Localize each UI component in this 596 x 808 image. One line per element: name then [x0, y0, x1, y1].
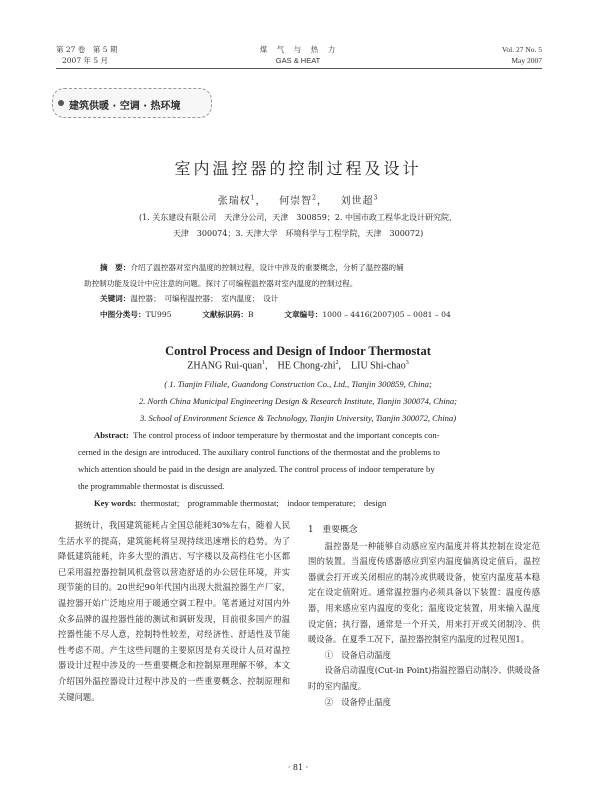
en-author-2: HE Chong-zhi [277, 360, 336, 372]
body-left-column [58, 518, 290, 705]
en-abstract-line3: which attention should be paid in the design are analyzed. The control process of indoor temperature by [78, 464, 435, 474]
header-date: 2007 年 5 月 [62, 56, 109, 65]
cn-doc-code: B [247, 309, 254, 319]
header-volume-en: Vol. 27 No. 5 [501, 45, 542, 54]
cn-abstract-label: 摘 要： [100, 263, 131, 272]
concept-paragraph: 温控器是一种能够自动感应室内温度并将其控制在设定范围的装置。当温度传感器感应到室内温度偏离设定值后，温控器就会打开或关闭相应的制冷或供暖设备，使室内温度基本稳定在设定值附近。通常温控器内必须具备以下装置：温度传感器，用来感应室内温度的变化；温度设定装置，用来输入温度设定值；执行器，通常是一个开关，用来打开或关闭制冷、供暖设备。在夏季工况下，温控器控制室内温度的过程见图1。 [308, 540, 540, 645]
en-keywords-label: Key words: [94, 498, 137, 508]
cn-article-no: 1000 – 4416(2007)05 – 0081 – 04 [322, 309, 451, 319]
page-number: · 81 · [287, 763, 309, 772]
header-rule [56, 68, 542, 69]
cn-abstract [84, 260, 524, 322]
en-abstract [78, 427, 520, 512]
en-authors: ZHANG Rui-quan$^1$, HE Chong-zhi$^2$, LIU Shi-chao$^3$ [187, 360, 409, 372]
cn-keywords-label: 关键词： [100, 294, 131, 303]
body-right-column [308, 523, 540, 710]
cn-author-1: 张瑞权 [217, 196, 251, 207]
en-affiliation-3: 3. School of Environment Science & Technology, Tianjin University, Tianjin 300072, China) [139, 413, 457, 423]
cn-keywords: 温控器； 可编程温控器； 室内温度； 设计 [130, 294, 279, 303]
cut-in-paragraph: 设备启动温度(Cut-in Point)指温控器启动制冷、供暖设备时的室内温度。 [308, 665, 540, 691]
header-volume-issue: 第 27 卷 第 5 期 [56, 45, 118, 54]
column-banner [52, 88, 212, 118]
cn-title: 室内温控器的控制过程及设计 [174, 159, 422, 178]
en-affiliation-1: ( 1. Tianjin Filiale, Guandong Construction Co., Ltd., Tianjin 300859, China; [164, 379, 432, 389]
cn-affiliation-2: 天津 300074；3. 天津大学 环境科学与工程学院，天津 300072) [172, 229, 424, 238]
cn-authors: 张瑞权$^1$， 何崇智$^2$， 刘世超$^3$ [217, 194, 379, 207]
en-affiliation-2: 2. North China Municipal Engineering Design & Research Institute, Tianjin 300074, China; [138, 396, 458, 406]
header-journal-title: 煤 气 与 热 力 [259, 45, 337, 54]
header-journal-title-en: GAS & HEAT [275, 56, 321, 65]
header-date-en: May 2007 [511, 56, 542, 65]
bullet-icon [58, 100, 64, 106]
en-author-1: ZHANG Rui-quan [187, 360, 262, 372]
cn-classification-line: 中图分类号：TU995 文献标识码：B 文章编号：1000 – 4416(2007)05 – 0081 – 04 [100, 309, 451, 319]
section-heading: 1 重要概念 [308, 525, 358, 535]
intro-paragraph: 据统计，我国建筑能耗占全国总能耗30%左右，随着人民生活水平的提高，建筑能耗将呈现持续迅速增长的趋势。为了降低建筑能耗，许多大型的酒店、写字楼以及高档住宅小区都已采用温控器控制风机盘管以营造舒适的办公居住环境，并实现节能的目的。20世纪90年代国内出现大批温控器生产厂家，温控器开始广泛地应用于暖通空调工程中。笔者通过对国内外众多品牌的温控器性能的测试和调研发现，目前很多国产的温控器性能不尽人意，控制特性较差，对经济性、舒适性及节能性考虑不周。产生这些问题的主要原因是有关设计人员对温控器设计过程中涉及的一些重要概念和控制原理理解不够，本文介绍国外温控器设计过程中涉及的一些重要概念、控制原理和关键问题。 [58, 520, 290, 702]
item-cut-in-heading: ① 设备启动温度 [324, 649, 391, 660]
cn-abstract-line2: 助控制功能及设计中应注意的问题。探讨了可编程温控器对室内温度的控制过程。 [84, 278, 358, 288]
item-cut-out-heading: ② 设备停止温度 [324, 696, 391, 707]
en-abstract-line4: the programmable thermostat is discussed. [78, 481, 225, 491]
en-abstract-label: Abstract: [94, 430, 129, 440]
cn-author-2: 何崇智 [279, 196, 313, 207]
en-author-3: LIU Shi-chao [351, 360, 406, 372]
column-banner-text: 建筑供暖 · 空调 · 热环境 [69, 101, 181, 112]
cn-affiliation-1: (1. 关东建设有限公司 天津分公司，天津 300859；2. 中国市政工程华北设计研究院， [138, 213, 457, 222]
cn-author-3: 刘世超 [340, 196, 374, 207]
en-keywords: thermostat; programmable thermostat; indoor temperature; design [140, 498, 387, 508]
en-abstract-line2: cerned in the design are introduced. The auxiliary control functions of the thermostat and the problems to [78, 447, 440, 457]
en-abstract-line1: The control process of indoor temperature by thermostat and the important concepts con- [133, 430, 440, 440]
cn-abstract-line1: 介绍了温控器对室内温度的控制过程，设计中涉及的重要概念，分析了温控器的辅 [130, 263, 404, 272]
cn-clc: TU995 [145, 309, 172, 319]
en-title: Control Process and Design of Indoor Thermostat [165, 344, 431, 358]
